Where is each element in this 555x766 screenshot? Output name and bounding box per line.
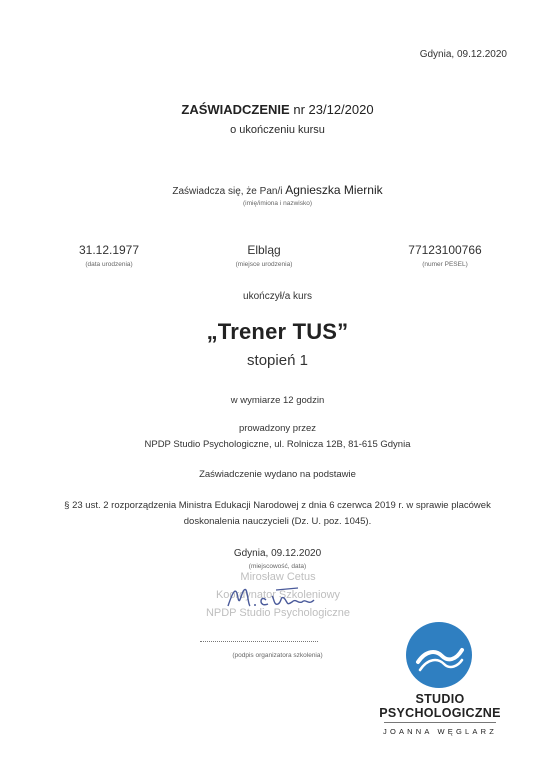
- organizer-address: NPDP Studio Psychologiczne, ul. Rolnicza 12B, 81-615 Gdynia: [144, 439, 411, 450]
- course-hours: w wymiarze 12 godzin: [230, 395, 325, 406]
- birth-place-hint: (miejsce urodzenia): [235, 261, 293, 268]
- legal-basis-line-1: § 23 ust. 2 rozporządzenia Ministra Edukacji Narodowej z dnia 6 czerwca 2019 r. w sprawie placówek: [64, 500, 491, 511]
- led-by-label: prowadzony przez: [238, 423, 317, 434]
- signature-line: [200, 641, 318, 642]
- legal-basis-line-2: doskonalenia nauczycieli (Dz. U. poz. 1045).: [183, 516, 372, 527]
- logo-wordmark: [360, 692, 520, 720]
- birth-place: Elbląg: [247, 243, 281, 257]
- stamp-line-1: Mirosław Cetus: [240, 571, 316, 583]
- document-number: nr 23/12/2020: [293, 102, 374, 117]
- birth-date-hint: (data urodzenia): [85, 261, 133, 268]
- legal-basis-text: [20, 498, 535, 530]
- studio-logo-icon: [404, 620, 474, 690]
- issue-place-date-hint: (miejscowość, data): [248, 563, 307, 570]
- course-degree: stopień 1: [247, 352, 308, 369]
- birth-date-block: [34, 243, 184, 268]
- logo-divider: [384, 722, 496, 723]
- document-subtitle: o ukończeniu kursu: [230, 124, 325, 136]
- stamp-line-3: NPDP Studio Psychologiczne: [205, 607, 351, 619]
- logo-author: JOANNA WĘGLARZ: [383, 727, 497, 736]
- handwritten-signature: [222, 576, 332, 616]
- header-place-date: Gdynia, 09.12.2020: [419, 49, 507, 60]
- legal-basis-label: Zaświadczenie wydano na podstawie: [199, 469, 356, 480]
- logo-line-1: STUDIO: [415, 692, 465, 706]
- completed-course-text: ukończył/a kurs: [243, 291, 312, 302]
- name-hint: (imię/imiona i nazwisko): [243, 200, 312, 207]
- document-title: [0, 102, 555, 117]
- document-title-main: ZAŚWIADCZENIE: [181, 102, 290, 117]
- logo-line-2: PSYCHOLOGICZNE: [379, 706, 501, 720]
- declaration-line: [0, 183, 555, 197]
- birth-date: 31.12.1977: [78, 243, 140, 257]
- signature-hint: (podpis organizatora szkolenia): [232, 652, 323, 659]
- pesel-block: [370, 243, 520, 268]
- stamp-line-2: Koordynator Szkoleniowy: [215, 589, 341, 601]
- pesel-number: 77123100766: [408, 243, 482, 257]
- birth-place-block: [189, 243, 339, 268]
- declaration-text: Zaświadcza się, że Pan/i: [172, 186, 283, 197]
- participant-name: Agnieszka Miernik: [285, 183, 383, 197]
- issue-place-date: Gdynia, 09.12.2020: [233, 548, 322, 559]
- pesel-hint: (numer PESEL): [422, 261, 468, 268]
- course-name: „Trener TUS”: [206, 319, 349, 344]
